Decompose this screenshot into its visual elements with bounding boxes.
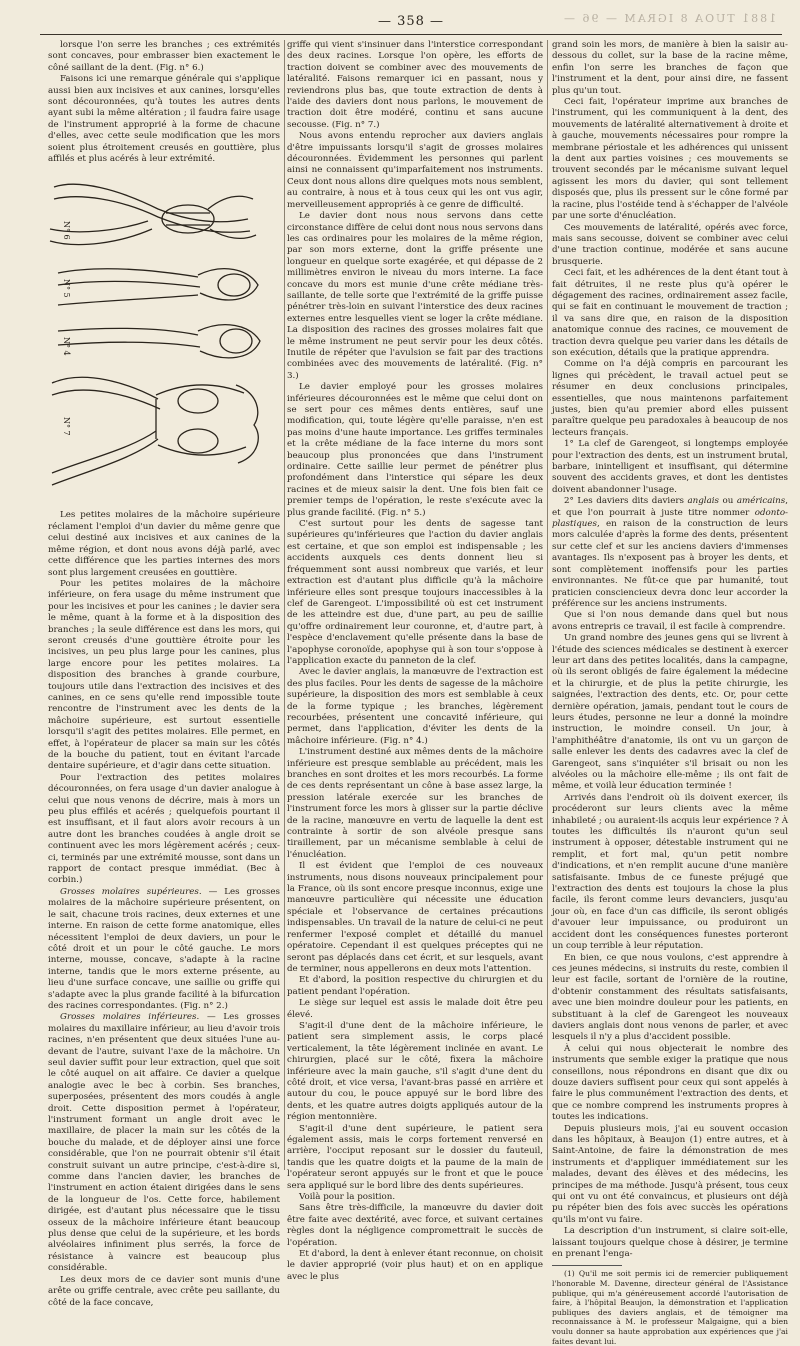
paragraph: Le davier employé pour les grosses molaires inférieures découronnées est le même que celui dont on se sert pour ces mêmes dents entières, sauf une modification, qui, toute légère qu'elle paraisse, n'en est pas moins d'une haute importance. Les griffes terminales et la crête médiane de la face interne du mors sont beaucoup plus prononcées que dans l'instrument ordinaire. Cette saillie leur permet de pénétrer plus profondément dans l'interstice qui sépare les deux racines et de mieux saisir la dent. Une fois bien fait ce premier temps de l'opération, le reste s'exécute avec la plus grande facilité. (Fig. n° 5.): [287, 382, 543, 518]
italic-term: odonto-plastiques: [552, 507, 788, 530]
paragraph: Comme on l'a déjà compris en parcourant les lignes qui précèdent, le travail actuel peut se résumer en deux conclusions principales, essentielles, que nous maintenons parfaitement justes, bien qu'au premier abord elles puissent paraître quelque peu paradoxales à beaucoup de nos lecteurs français.: [552, 359, 788, 438]
figure-label: N° 7: [62, 417, 71, 437]
footnote-separator: [552, 1265, 622, 1266]
paragraph: Le siège sur lequel est assis le malade doit être peu élevé.: [287, 998, 543, 1020]
paragraph: S'agit-il d'une dent supérieure, le patient sera également assis, mais le corps fortement renversé en arrière, l'occiput reposant sur le dossier du fauteuil, tandis que les quatre doigts et la paume de la main de l'opérateur seront appuyés sur le front et que le pouce sera appliqué sur le bord libre des dents supérieures.: [287, 1123, 543, 1191]
italic-term: américains: [736, 496, 786, 507]
paragraph: griffe qui vient s'insinuer dans l'interstice correspondant des deux racines. Lorsque l'on opère, les efforts de traction doivent se combiner avec des mouvements de latéralité. Faisons remarquer ici en passant, nous y reviendrons plus bas, que toute extraction de dents à l'aide des daviers dont nous parlons, le mouvement de traction doit être modéré, continu et sans aucune secousse. (Fig. n° 7.): [287, 40, 543, 130]
paragraph: Faisons ici une remarque générale qui s'applique aussi bien aux incisives et aux canines, lorsqu'elles sont découronnées, qu'à toutes les autres dents ayant subi la même altération ; il faudra faire usage de l'instrument approprié à la forme de chacune d'elles, avec cette seule modification que les mors soient plus étroitement creusés en gouttière, plus affilés et plus acérés à leur extrémité.: [48, 74, 280, 165]
paragraph: Avec le davier anglais, la manœuvre de l'extraction est des plus faciles. Pour les dents de sagesse de la mâchoire supérieure, la disposition des mors est semblable à ceux de la forme typique ; les branches, légèrement recourbées, présentent une concavité inférieure, qui permet, dans l'application, d'éviter les dents de la mâchoire inférieure. (Fig. n° 4.): [287, 667, 543, 746]
paragraph: Sans être très-difficile, la manœuvre du davier doit être faite avec dextérité, avec force, et suivant certaines règles dont la négligence compromettrait le succès de l'opération.: [287, 1203, 543, 1248]
paragraph-text: 2° Les daviers dits daviers: [564, 496, 688, 507]
page-number: — 358 —: [377, 14, 445, 29]
figure-label: N° 5: [62, 279, 71, 299]
column-rule: [547, 40, 548, 1170]
paragraph-text: , en raison de la construction de leurs mors calculée d'après la forme des dents, présentent sur cette clef et sur les anciens daviers d'immenses avantages. Ils n'exposent pas à broyer les dents, et sont complètement inoffensifs pour les parties environnantes. Ne fût-ce que par humanité, tout praticien consciencieux devra donc leur accorder la préférence sur les anciens instruments.: [552, 519, 788, 609]
column-left: [48, 40, 280, 1308]
paragraph-text: — Les grosses molaires de la mâchoire supérieure présentent, on le sait, chacune trois racines, deux externes et une interne. En raison de cette forme anatomique, elles nécessitent l'emploi de deux daviers, un pour le côté droit et un pour le côté gauche. Le mors interne, mousse, concave, s'adapte à la racine interne, tandis que le mors externe présente, au lieu d'une surface concave, une saillie ou griffe qui s'adapte avec la plus grande facilité à la bifurcation des racines correspondantes. (Fig. n° 2.): [48, 886, 280, 1011]
paragraph: 1° La clef de Garengeot, si longtemps employée pour l'extraction des dents, est un instrument brutal, barbare, inintelligent et insuffisant, qui détermine souvent des accidents graves, et dont les dentistes doivent abandonner l'usage.: [552, 439, 788, 495]
section-title: Grosses molaires supérieures.: [60, 886, 202, 897]
paragraph: Arrivés dans l'endroit où ils doivent exercer, ils procéderont sur leurs clients avec la même inhabileté ; ou auraient-ils acquis leur expérience ? À toutes les difficultés ils n'auront qu'un seul instrument à opposer, détestable instrument qui ne remplit, et fort mal, qu'un petit nombre d'indications, et n'en remplit aucune d'une manière satisfaisante. Imbus de ce funeste préjugé que l'extraction des dents est toujours la chose la plus facile, ils feront comme leurs devanciers, jusqu'au jour où, en face d'un cas difficile, ils seront obligés d'avouer leur impuissance, ou produiront un accident dont les conséquences funestes porteront un coup terrible à leur réputation.: [552, 792, 788, 952]
paragraph: Pour l'extraction des petites molaires découronnées, on fera usage d'un davier analogue à celui que nous venons de décrire, mais à mors un peu plus effilés et acérés ; quelquefois pourtant il est insuffisant, et il faut alors avoir recours à un autre dont les branches coudées à angle droit se continuent avec les mors légèrement acérés ; ceux-ci, terminés par une extrémité mousse, sont dans un rapport de contact presque immédiat. (Bec à corbin.): [48, 772, 280, 886]
paragraph: Les deux mors de ce davier sont munis d'une arête ou griffe centrale, avec crête peu saillante, du côté de la face concave,: [48, 1274, 280, 1308]
paragraph: Et d'abord, la dent à enlever étant reconnue, on choisit le davier approprié (voir plus haut) et on en applique avec le plus: [287, 1249, 543, 1282]
figure-label: N° 6: [62, 221, 71, 241]
paragraph: Voilà pour la position.: [299, 1192, 396, 1203]
paragraph: Nous avons entendu reprocher aux daviers anglais d'être impuissants lorsqu'il s'agit de grosses molaires découronnées. Évidemment les personnes qui parlent ainsi ne connaissent qu'imparfaitement nos instruments. Ceux dont nous allons dire quelques mots nous semblent, au contraire, à nous et à tous ceux qui les ont vus agir, merveilleusement appropriés à ce genre de difficulté.: [287, 131, 543, 210]
column-middle: [287, 40, 543, 1282]
paragraph: [552, 496, 788, 610]
paragraph: En bien, ce que nous voulons, c'est apprendre à ces jeunes médecins, si instruits du reste, combien il leur est facile, sortant de l'ornière de la routine, d'obtenir constamment des résultats satisfaisants, avec une bien moindre douleur pour les patients, en substituant à la clef de Garengeot les nouveaux daviers anglais dont nous venons de parler, et avec lesquels il n'y a plus d'accident possible.: [552, 952, 788, 1043]
page-header: [40, 12, 782, 35]
paragraph: S'agit-il d'une dent de la mâchoire inférieure, le patient sera simplement assis, le corps placé verticalement, la tête légèrement inclinée en avant. Le chirurgien, placé sur le côté, fixera la mâchoire inférieure avec la main gauche, s'il s'agit d'une dent du côté droit, et vice versa, l'avant-bras passé en arrière et autour du cou, le pouce appuyé sur le bord libre des dents, et les quatre autres doigts appliqués autour de la région mentonnière.: [287, 1020, 543, 1123]
footnote: (1) Qu'il me soit permis ici de remercier publiquement l'honorable M. Davenne, directeur général de l'Assistance publique, qui m'a généreusement accordé l'autorisation de faire, à l'hôpital Beaujon, la démonstration et l'application publiques des daviers anglais, et de témoigner ma reconnaissance à M. le professeur Malgaigne, qui a bien voulu donner sa haute approbation aux expériences que j'ai faites devant lui.: [552, 1269, 788, 1346]
paragraph: Et d'abord, la position respective du chirurgien et du patient pendant l'opération.: [287, 975, 543, 997]
paragraph: grand soin les mors, de manière à bien la saisir au-dessous du collet, sur la base de la racine même, enfin l'on serre les branches de façon que l'instrument et la dent, pour ainsi dire, ne fassent plus qu'un tout.: [552, 40, 788, 96]
section-title: Grosses molaires inférieures.: [60, 1012, 200, 1023]
paragraph: À celui qui nous objecterait le nombre des instruments que semble exiger la pratique que nous conseillons, nous répondrons en disant que dix ou douze daviers suffisent pour ceux qui sont appelés à faire le plus communément l'extraction des dents, et que ce nombre comprend les instruments propres à toutes les indications.: [552, 1043, 788, 1123]
paragraph: Ceci fait, l'opérateur imprime aux branches de l'instrument, qui les communiquent à la dent, des mouvements de latéralité alternativement à droite et à gauche, mouvements nécessaires pour rompre la membrane périostale et les adhérences qui unissent la dent aux parties voisines ; ces mouvements se trouvent secondés par le mécanisme suivant lequel agissent les mors du davier, qui sont tellement disposés que, plus ils pressent sur le cône formé par la racine, plus l'ostéide tend à s'échapper de l'alvéole par une sorte d'énucléation.: [552, 97, 788, 222]
paragraph: Le davier dont nous nous servons dans cette circonstance diffère de celui dont nous nous servons dans les cas ordinaires pour les molaires de la même région, par son mors externe, dont la griffe présente une longueur en quelque sorte exagérée, et qui dépasse de 2 millimètres environ le niveau du mors interne. La face concave du mors est munie d'une crête médiane très-saillante, de telle sorte que l'extrémité de la griffe puisse pénétrer très-loin en suivant l'interstice des deux racines externes entre lesquelles vient se loger la crête médiane. La disposition des racines des grosses molaires fait que le même instrument ne peut servir pour les deux côtés. Inutile de répéter que l'avulsion se fait par des tractions combinées avec des mouvements de latéralité. (Fig. n° 3.): [287, 211, 543, 381]
paragraph: [48, 1012, 280, 1274]
column-rule: [284, 40, 285, 1170]
paragraph: [48, 887, 280, 1012]
paragraph: L'instrument destiné aux mêmes dents de la mâchoire inférieure est presque semblable au précédent, mais les branches en sont droites et les mors recourbés. La forme de ces dents représentant un cône à base assez large, la pression latérale exercée sur les branches de l'instrument force les mors à glisser sur la partie déclive de la racine, manœuvre en vertu de laquelle la dent est contrainte à sortir de son alvéole presque sans tiraillement, par un mécanisme semblable à celui de l'énucléation.: [287, 747, 543, 860]
paragraph: Il est évident que l'emploi de ces nouveaux instruments, nous disons nouveaux principalement pour la France, où ils sont encore presque inconnus, exige une manœuvre particulière qui nécessite une éducation spéciale et l'observance de certaines précautions indispensables. Un travail de la nature de celui-ci ne peut renfermer l'exposé complet et détaillé du manuel opératoire. Cependant il est quelques préceptes qui ne seront pas déplacés dans cet écrit, et sur lesquels, avant de terminer, nous appellerons en deux mots l'attention.: [287, 861, 543, 974]
italic-term: anglais: [687, 496, 719, 507]
paragraph: Ces mouvements de latéralité, opérés avec force, mais sans secousse, doivent se combiner avec celui d'une traction continue, modérée et sans aucune brusquerie.: [552, 222, 788, 267]
paragraph: Un grand nombre des jeunes gens qui se livrent à l'étude des sciences médicales se destinent à exercer leur art dans des petites localités, dans la campagne, où ils seront obligés de faire également la médecine et la chirurgie, et de plus la petite chirurgie, les saignées, l'extraction des dents, etc. Or, pour cette dernière opération, jamais, pendant tout le cours de leurs études, personne ne leur a donné la moindre instruction, le moindre conseil. Un jour, à l'amphithéâtre d'anatomie, ils ont vu un garçon de salle enlever les dents des cadavres avec la clef de Garengeot, sans s'inquiéter s'il brisait ou non les alvéoles ou la mâchoire elle-même ; ils ont fait de même, et voilà leur éducation terminée !: [552, 633, 788, 792]
paragraph: Pour les petites molaires de la mâchoire inférieure, on fera usage du même instrument que pour les incisives et pour les canines ; le davier sera le même, quant à la forme et à la disposition des branches ; la seule différence est dans les mors, qui seront creusés d'une gouttière étroite pour les incisives, un peu plus large pour les canines, plus large encore pour les petites molaires. La disposition des branches à grande courbure, toujours utile dans l'extraction des incisives et des canines, en ce sens qu'elle rend impossible toute rencontre de l'instrument avec les dents de la mâchoire supérieure, est surtout essentielle lorsqu'il s'agit des petites molaires. Elle permet, en effet, à l'opérateur de placer sa main sur les côtés de la bouche du patient, tout en évitant l'arcade dentaire supérieure, et d'agir dans cette situation.: [48, 578, 280, 772]
paragraph: lorsque l'on serre les branches ; ces extrémités sont concaves, pour embrasser bien exactement le côné saillant de la dent. (Fig. n° 6.): [48, 40, 280, 73]
paragraph: Depuis plusieurs mois, j'ai eu souvent occasion dans les hôpitaux, à Beaujon (1) entre autres, et à Saint-Antoine, de faire la démonstration de mes instruments et d'appliquer immédiatement sur les malades, devant des élèves et des médecins, les principes de ma méthode. Jusqu'à présent, tous ceux qui ont vu ont été convaincus, et plusieurs ont déjà pu répéter bien des fois avec succès les opérations qu'ils m'ont vu faire.: [552, 1123, 788, 1225]
paragraph-text: , et que l'on pourrait à juste titre nommer: [552, 496, 788, 518]
paragraph: Les petites molaires de la mâchoire supérieure réclament l'emploi d'un davier du même genre que celui destiné aux incisives et aux canines de la même région, et dont nous avons déjà parlé, avec cette différence que les parties internes des mors sont plus largement creusées en gouttière.: [48, 510, 280, 578]
column-right: [552, 40, 788, 1346]
paragraph-text: ou: [719, 496, 737, 507]
figure-label: N° 4: [62, 337, 71, 357]
bleed-through-text: 1881 TUOA 8 IGRAM — 96 —: [561, 12, 776, 25]
paragraph: Que si l'on nous demande dans quel but nous avons entrepris ce travail, il est facile à comprendre.: [552, 610, 788, 632]
paragraph: Ceci fait, et les adhérences de la dent étant tout à fait détruites, il ne reste plus qu'à opérer le dégagement des racines, ordinairement assez facile, qui se fait en continuant le mouvement de traction ; il va sans dire que, en raison de la disposition anatomique connue des racines, ce mouvement de traction devra quelque peu varier dans les détails de son exécution, détails que la pratique apprendra.: [552, 268, 788, 358]
paragraph: C'est surtout pour les dents de sagesse tant supérieures qu'inférieures que l'action du davier anglais est certaine, et que son emploi est indispensable ; les accidents auxquels ces dents donnent lieu si fréquemment sont aussi nombreux que variés, et leur extraction est d'autant plus difficile qu'à la mâchoire inférieure elles sont presque toujours inaccessibles à la clef de Garengeot. L'impossibilité où est cet instrument de les atteindre est due, d'une part, au peu de saillie qu'offre ordinairement leur couronne, et, d'autre part, à l'espèce d'enclavement qu'elle présente dans la base de l'apophyse coronoïde, apophyse qui à son tour s'oppose à l'application exacte du panneton de la clef.: [287, 519, 543, 666]
forceps-illustration: [48, 169, 280, 506]
paragraph-text: — Les grosses molaires du maxillaire inférieur, au lieu d'avoir trois racines, n'en présentent que deux situées l'une au-devant de l'autre, suivant l'axe de la mâchoire. Un seul davier suffit pour leur extraction, quel que soit le côté auquel on ait affaire. Ce davier a quelque analogie avec le bec à corbin. Ses branches, superposées, présentent des mors coudés à angle droit. Cette disposition permet à l'opérateur, l'instrument formant un angle droit avec le maxillaire, de placer la main sur les côtés de la bouche du malade, et de déployer ainsi une force considérable, que l'on ne pourrait obtenir s'il était construit suivant un autre principe, c'est-à-dire si, comme dans l'ancien davier, les branches de l'instrument en action étaient dirigées dans le sens de la longueur de l'os. Cette force, habilement dirigée, est d'autant plus nécessaire que le tissu osseux de la mâchoire inférieure étant beaucoup plus dense que celui de la supérieure, et les bords alvéolaires infiniment plus serrés, la force de résistance à vaincre est beaucoup plus considérable.: [48, 1012, 280, 1274]
paragraph: La description d'un instrument, si claire soit-elle, laissant toujours quelque chose à désirer, je termine en prenant l'enga-: [552, 1226, 788, 1260]
